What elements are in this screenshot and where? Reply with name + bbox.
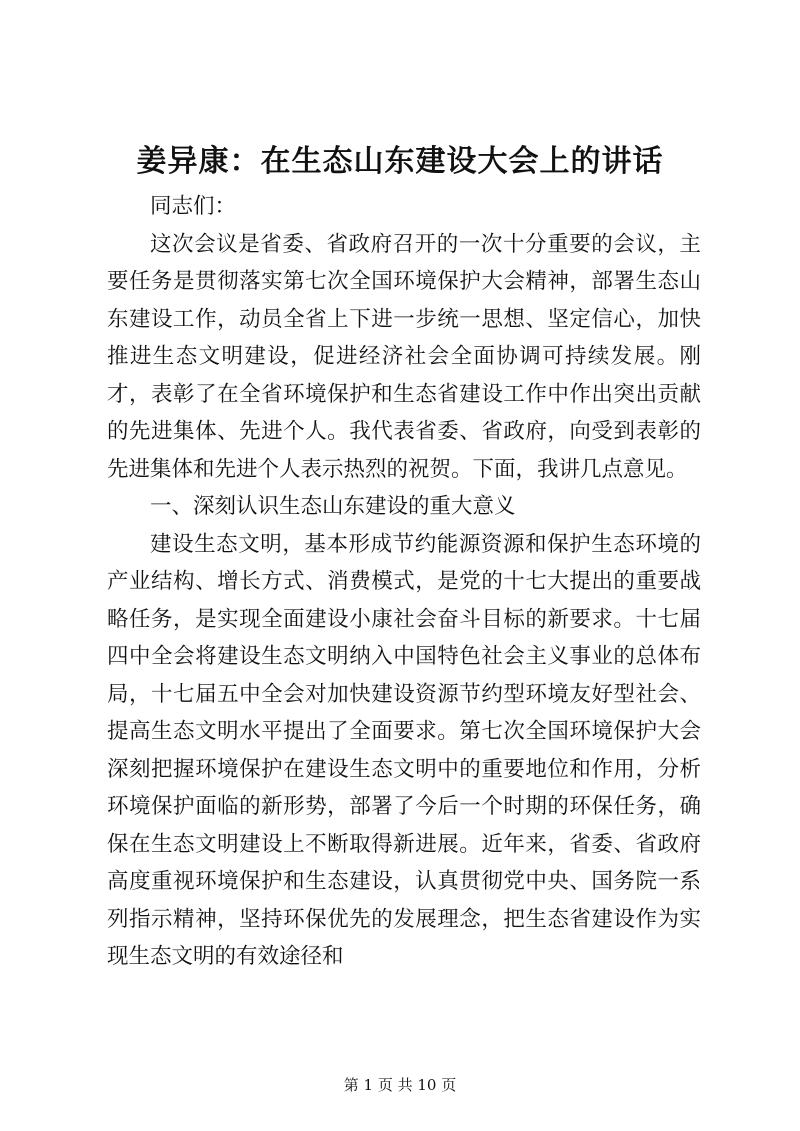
page-footer: 第 1 页 共 10 页 <box>343 1076 457 1094</box>
salutation-paragraph: 同志们： <box>150 194 237 219</box>
document-title: 姜异康：在生态山东建设大会上的讲话 <box>136 144 664 179</box>
body-paragraph: 建设生态文明，基本形成节约能源资源和保护生态环境的产业结构、增长方式、消费模式，是党的十七大提出的重要战略任务，是实现全面建设小康社会奋斗目标的新要求。十七届四中全会将建设生态文明纳入中国特色社会主义事业的总体布局，十七届五中全会对加快建设资源节约型环境友好型社会、提高生态文明水平提出了全面要求。第七次全国环境保护大会深刻把握环境保护在建设生态文明中的重要地位和作用，分析环境保护面临的新形势，部署了今后一个时期的环保任务，确保在生态文明建设上不断取得新进展。近年来，省委、省政府高度重视环境保护和生态建设，认真贯彻党中央、国务院一系列指示精神，坚持环保优先的发展理念，把生态省建设作为实现生态文明的有效途径和 <box>107 531 701 969</box>
body-paragraph: 这次会议是省委、省政府召开的一次十分重要的会议，主要任务是贯彻落实第七次全国环境保护大会精神，部署生态山东建设工作，动员全省上下进一步统一思想、坚定信心，加快推进生态文明建设，促进经济社会全面协调可持续发展。刚才，表彰了在全省环境保护和生态省建设工作中作出突出贡献的先进集体、先进个人。我代表省委、省政府，向受到表彰的先进集体和先进个人表示热烈的祝贺。下面，我讲几点意见。 <box>107 231 701 482</box>
document-body <box>107 188 701 976</box>
section-heading: 一、深刻认识生态山东建设的重大意义 <box>150 494 516 519</box>
